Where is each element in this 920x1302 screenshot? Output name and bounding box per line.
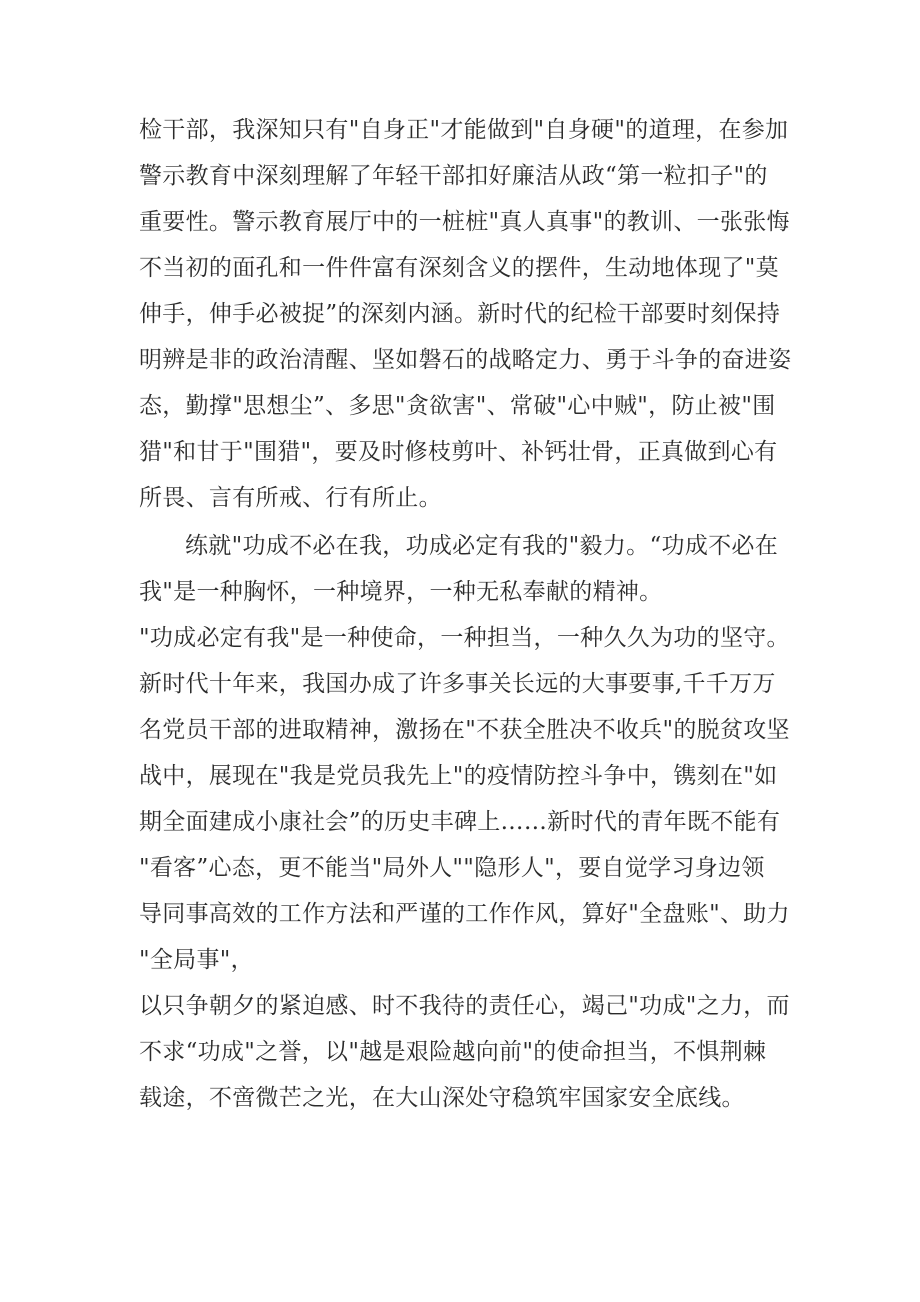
text-line-8: 猎"和甘于"围猎"，要及时修枝剪叶、补钙壮骨，正真做到心有 — [139, 439, 778, 465]
text-line-16: 期全面建成小康社会”的历史丰碑上……新时代的青年既不能有 — [139, 809, 781, 835]
text-line-7: 态，勤撑"思想尘”、多思"贪欲害"、常破"心中贼"，防止被"围 — [139, 393, 776, 419]
text-line-9: 所畏、言有所戒、行有所止。 — [139, 485, 442, 511]
text-line-20: 以只争朝夕的紧迫感、时不我待的责任心，竭己"功成"之力，而 — [139, 993, 790, 1019]
text-line-18: 导同事高效的工作方法和严谨的工作作风，算好"全盘账"、助力 — [139, 901, 790, 927]
text-line-5: 伸手，伸手必被捉”的深刻内涵。新时代的纪检干部要时刻保持 — [139, 301, 781, 327]
text-line-15: 战中，展现在"我是党员我先上"的疫情防控斗争中，镌刻在"如 — [139, 763, 778, 789]
text-line-3: 重要性。警示教育展厅中的一桩桩"真人真事"的教训、一张张悔 — [139, 209, 790, 235]
text-line-22: 载途，不啻微芒之光，在大山深处守稳筑牢国家安全底线。 — [139, 1085, 745, 1111]
text-line-6: 明辨是非的政治清醒、坚如磐石的战略定力、勇于斗争的奋进姿 — [139, 347, 792, 373]
text-line-13: 新时代十年来，我国办成了许多事关长远的大事要事,千千万万 — [139, 671, 776, 697]
text-line-19: "全局事"， — [139, 947, 254, 973]
text-line-17: "看客”心态，更不能当"局外人""隐形人"，要自觉学习身边领 — [139, 855, 765, 881]
text-line-2: 警示教育中深刻理解了年轻干部扣好廉洁从政“第一粒扣子"的 — [139, 163, 768, 189]
text-line-11: 我"是一种胸怀，一种境界，一种无私奉献的精神。 — [139, 579, 663, 605]
text-line-10: 练就"功成不必在我，功成必定有我的"毅力。“功成不必在 — [185, 533, 779, 559]
text-line-21: 不求“功成"之誉，以"越是艰险越向前"的使命担当，不惧荆棘 — [139, 1039, 767, 1065]
text-line-12: "功成必定有我"是一种使命，一种担当，一种久久为功的坚守。 — [139, 625, 790, 651]
text-line-14: 名党员干部的进取精神，激扬在"不获全胜决不收兵"的脱贫攻坚 — [139, 717, 790, 743]
text-line-1: 检干部，我深知只有"自身正"才能做到"自身硬"的道理，在参加 — [139, 117, 789, 143]
text-line-4: 不当初的面孔和一件件富有深刻含义的摆件，生动地体现了"莫 — [139, 255, 779, 281]
article-body — [139, 107, 792, 1121]
